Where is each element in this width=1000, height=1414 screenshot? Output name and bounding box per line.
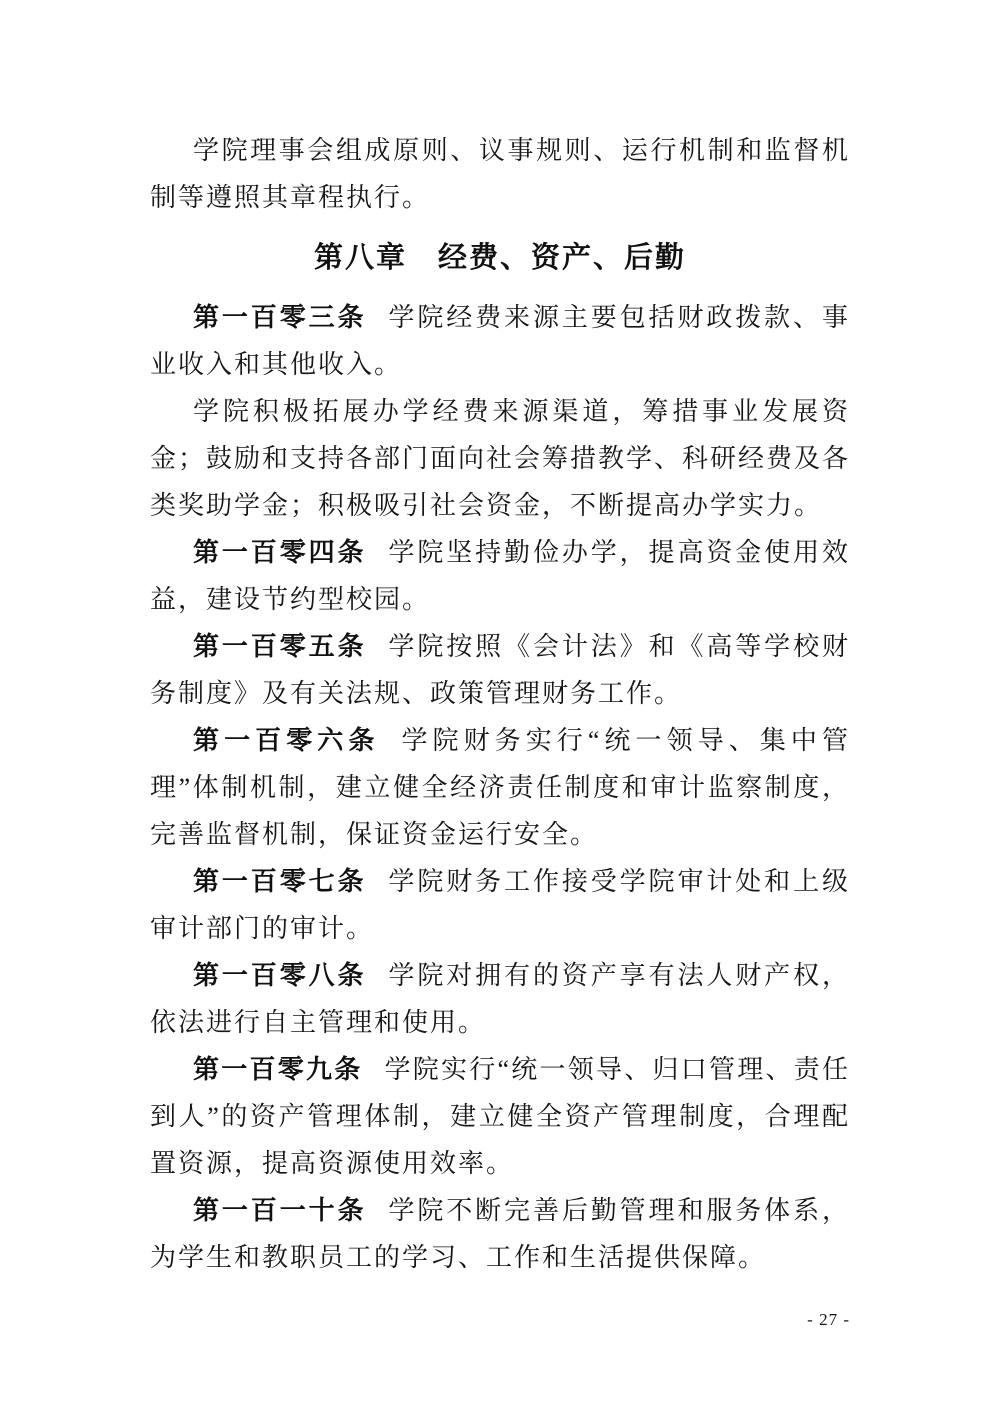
article-number: 第一百零五条: [193, 632, 367, 661]
article-number: 第一百零四条: [193, 538, 367, 567]
article-number: 第一百零八条: [193, 961, 367, 990]
articles-section: [150, 294, 850, 1281]
chapter-heading: 第八章 经费、资产、后勤: [313, 240, 686, 274]
article-paragraph: [150, 623, 850, 717]
article-text: 学院财务实行“统一领导、集中管理”体制机制，建立健全经济责任制度和审计监察制度，完善监督机制，保证资金运行安全。: [150, 726, 850, 849]
article-text: 学院按照《会计法》和《高等学校财务制度》及有关法规、政策管理财务工作。: [150, 632, 850, 708]
article-text: 学院财务工作接受学院审计处和上级审计部门的审计。: [150, 867, 850, 943]
article-number: 第一百零三条: [193, 303, 367, 332]
article-text: 学院不断完善后勤管理和服务体系，为学生和教职员工的学习、工作和生活提供保障。: [150, 1196, 850, 1272]
article-text: 学院实行“统一领导、归口管理、责任到人”的资产管理体制，建立健全资产管理制度，合理配置资源，提高资源使用效率。: [150, 1055, 850, 1178]
article-text: 学院对拥有的资产享有法人财产权，依法进行自主管理和使用。: [150, 961, 850, 1037]
article-number: 第一百零七条: [193, 867, 367, 896]
intro-paragraph: 学院理事会组成原则、议事规则、运行机制和监督机制等遵照其章程执行。: [150, 136, 850, 212]
article-number: 第一百一十条: [193, 1196, 367, 1225]
article-paragraph: [150, 294, 850, 388]
article-paragraph: [150, 717, 850, 858]
article-paragraph: [150, 1046, 850, 1187]
article-paragraph: [150, 1187, 850, 1281]
page-number: - 27 -: [807, 1310, 850, 1329]
article-text: 学院积极拓展办学经费来源渠道，筹措事业发展资金；鼓励和支持各部门面向社会筹措教学、科研经费及各类奖助学金；积极吸引社会资金，不断提高办学实力。: [150, 397, 851, 520]
document-body: [150, 127, 850, 1281]
article-number: 第一百零九条: [193, 1055, 363, 1084]
article-paragraph: [150, 529, 850, 623]
article-number: 第一百零六条: [193, 726, 380, 755]
article-text: 学院坚持勤俭办学，提高资金使用效益，建设节约型校园。: [150, 538, 850, 614]
article-paragraph: [150, 952, 850, 1046]
article-paragraph: [150, 858, 850, 952]
article-paragraph: [150, 388, 850, 529]
article-text: 学院经费来源主要包括财政拨款、事业收入和其他收入。: [150, 303, 850, 379]
